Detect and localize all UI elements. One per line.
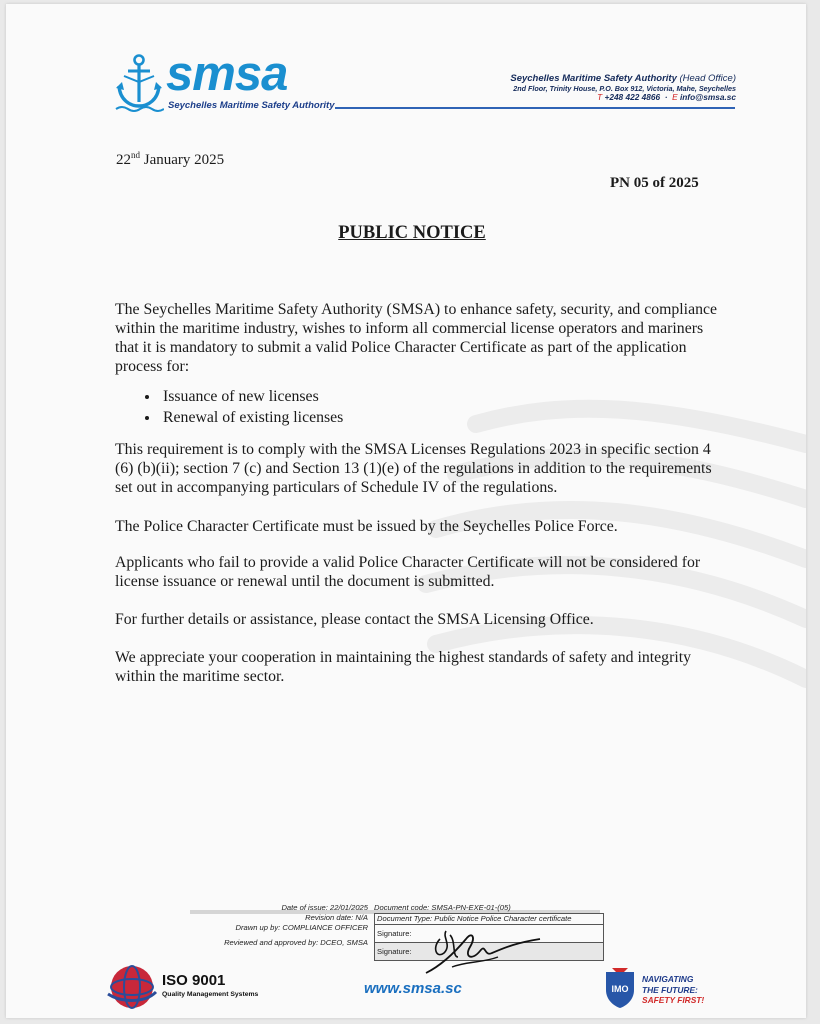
notice-reference: PN 05 of 2025 xyxy=(610,175,699,191)
requirement-list xyxy=(115,386,725,428)
imo-shield-icon xyxy=(602,966,638,1010)
smsa-logo xyxy=(114,47,335,118)
list-item: • Renewal of existing licenses xyxy=(160,407,725,428)
reviewed-by: Reviewed and approved by: DCEO, SMSA xyxy=(224,938,368,948)
public-notice-page xyxy=(6,4,806,1018)
paragraph-6: We appreciate your cooperation in maintaining the highest standards of safety and integrity within the maritime sector. xyxy=(115,649,692,685)
signature-row-2: Signature: xyxy=(375,943,603,961)
paragraph-2: This requirement is to comply with the SMSA Licenses Regulations 2023 in specific section 4 (6) (b)(ii); section 7 (c) and Section 13 (1)(e) of the regulations in addition to the requirements set out in accompanying particulars of Schedule IV of the regulations. xyxy=(115,441,712,496)
paragraph-1: The Seychelles Maritime Safety Authority (SMSA) to enhance safety, security, and compliance within the maritime industry, wishes to inform all commercial license operators and mariners that it is mandatory to submit a valid Police Character Certificate as part of the application process for: xyxy=(115,301,718,375)
drawn-up-by: Drawn up by: COMPLIANCE OFFICER xyxy=(235,922,368,932)
phone-number: +248 422 4866 xyxy=(604,92,661,103)
signature-scribble xyxy=(422,917,552,977)
paragraph-3: The Police Character Certificate must be issued by the Seychelles Police Force. xyxy=(115,518,618,535)
website-link[interactable]: www.smsa.sc xyxy=(364,980,462,997)
document-code: Document code: SMSA-PN-EXE-01-(05) xyxy=(374,903,511,912)
office-address: 2nd Floor, Trinity House, P.O. Box 912, Victoria, Mahe, Seychelles xyxy=(513,83,736,93)
control-left xyxy=(186,903,368,948)
date-of-issue: Date of issue: 22/01/2025 xyxy=(281,903,368,912)
paragraph-4: Applicants who fail to provide a valid Police Character Certificate will not be considered for license issuance or renewal until the document is submitted. xyxy=(115,554,701,590)
revision-date: Revision date: N/A xyxy=(305,912,368,922)
iso-badge xyxy=(106,962,306,1012)
email-address: info@smsa.sc xyxy=(679,92,736,103)
notice-date: 22nd January 2025 xyxy=(116,150,225,168)
document-type: Document Type: Public Notice Police Character certificate xyxy=(375,914,603,925)
office-contact: T +248 422 4866 · E info@smsa.sc xyxy=(597,92,736,103)
org-line: Seychelles Maritime Safety Authority (Head Office) xyxy=(510,73,736,84)
paragraph-5: For further details or assistance, please contact the SMSA Licensing Office. xyxy=(115,611,594,628)
anchor-icon xyxy=(114,52,164,114)
logo-subtitle: Seychelles Maritime Safety Authority xyxy=(168,100,335,111)
list-item: • Issuance of new licenses xyxy=(160,386,725,407)
logo-wordmark: smsa xyxy=(166,47,288,101)
header-rule xyxy=(335,107,735,109)
signature-row-1: Signature: xyxy=(375,925,603,943)
notice-title: PUBLIC NOTICE xyxy=(338,223,486,243)
notice-body xyxy=(115,300,725,686)
head-office-info xyxy=(510,74,736,103)
imo-badge xyxy=(602,964,722,1012)
nav-slogan: NAVIGATING THE FUTURE: SAFETY FIRST! xyxy=(642,974,705,1005)
iso-globe-icon xyxy=(106,962,158,1012)
iso-subtitle: Quality Management Systems xyxy=(162,991,259,998)
imo-label: IMO xyxy=(611,984,629,994)
iso-title: ISO 9001 xyxy=(162,972,226,989)
